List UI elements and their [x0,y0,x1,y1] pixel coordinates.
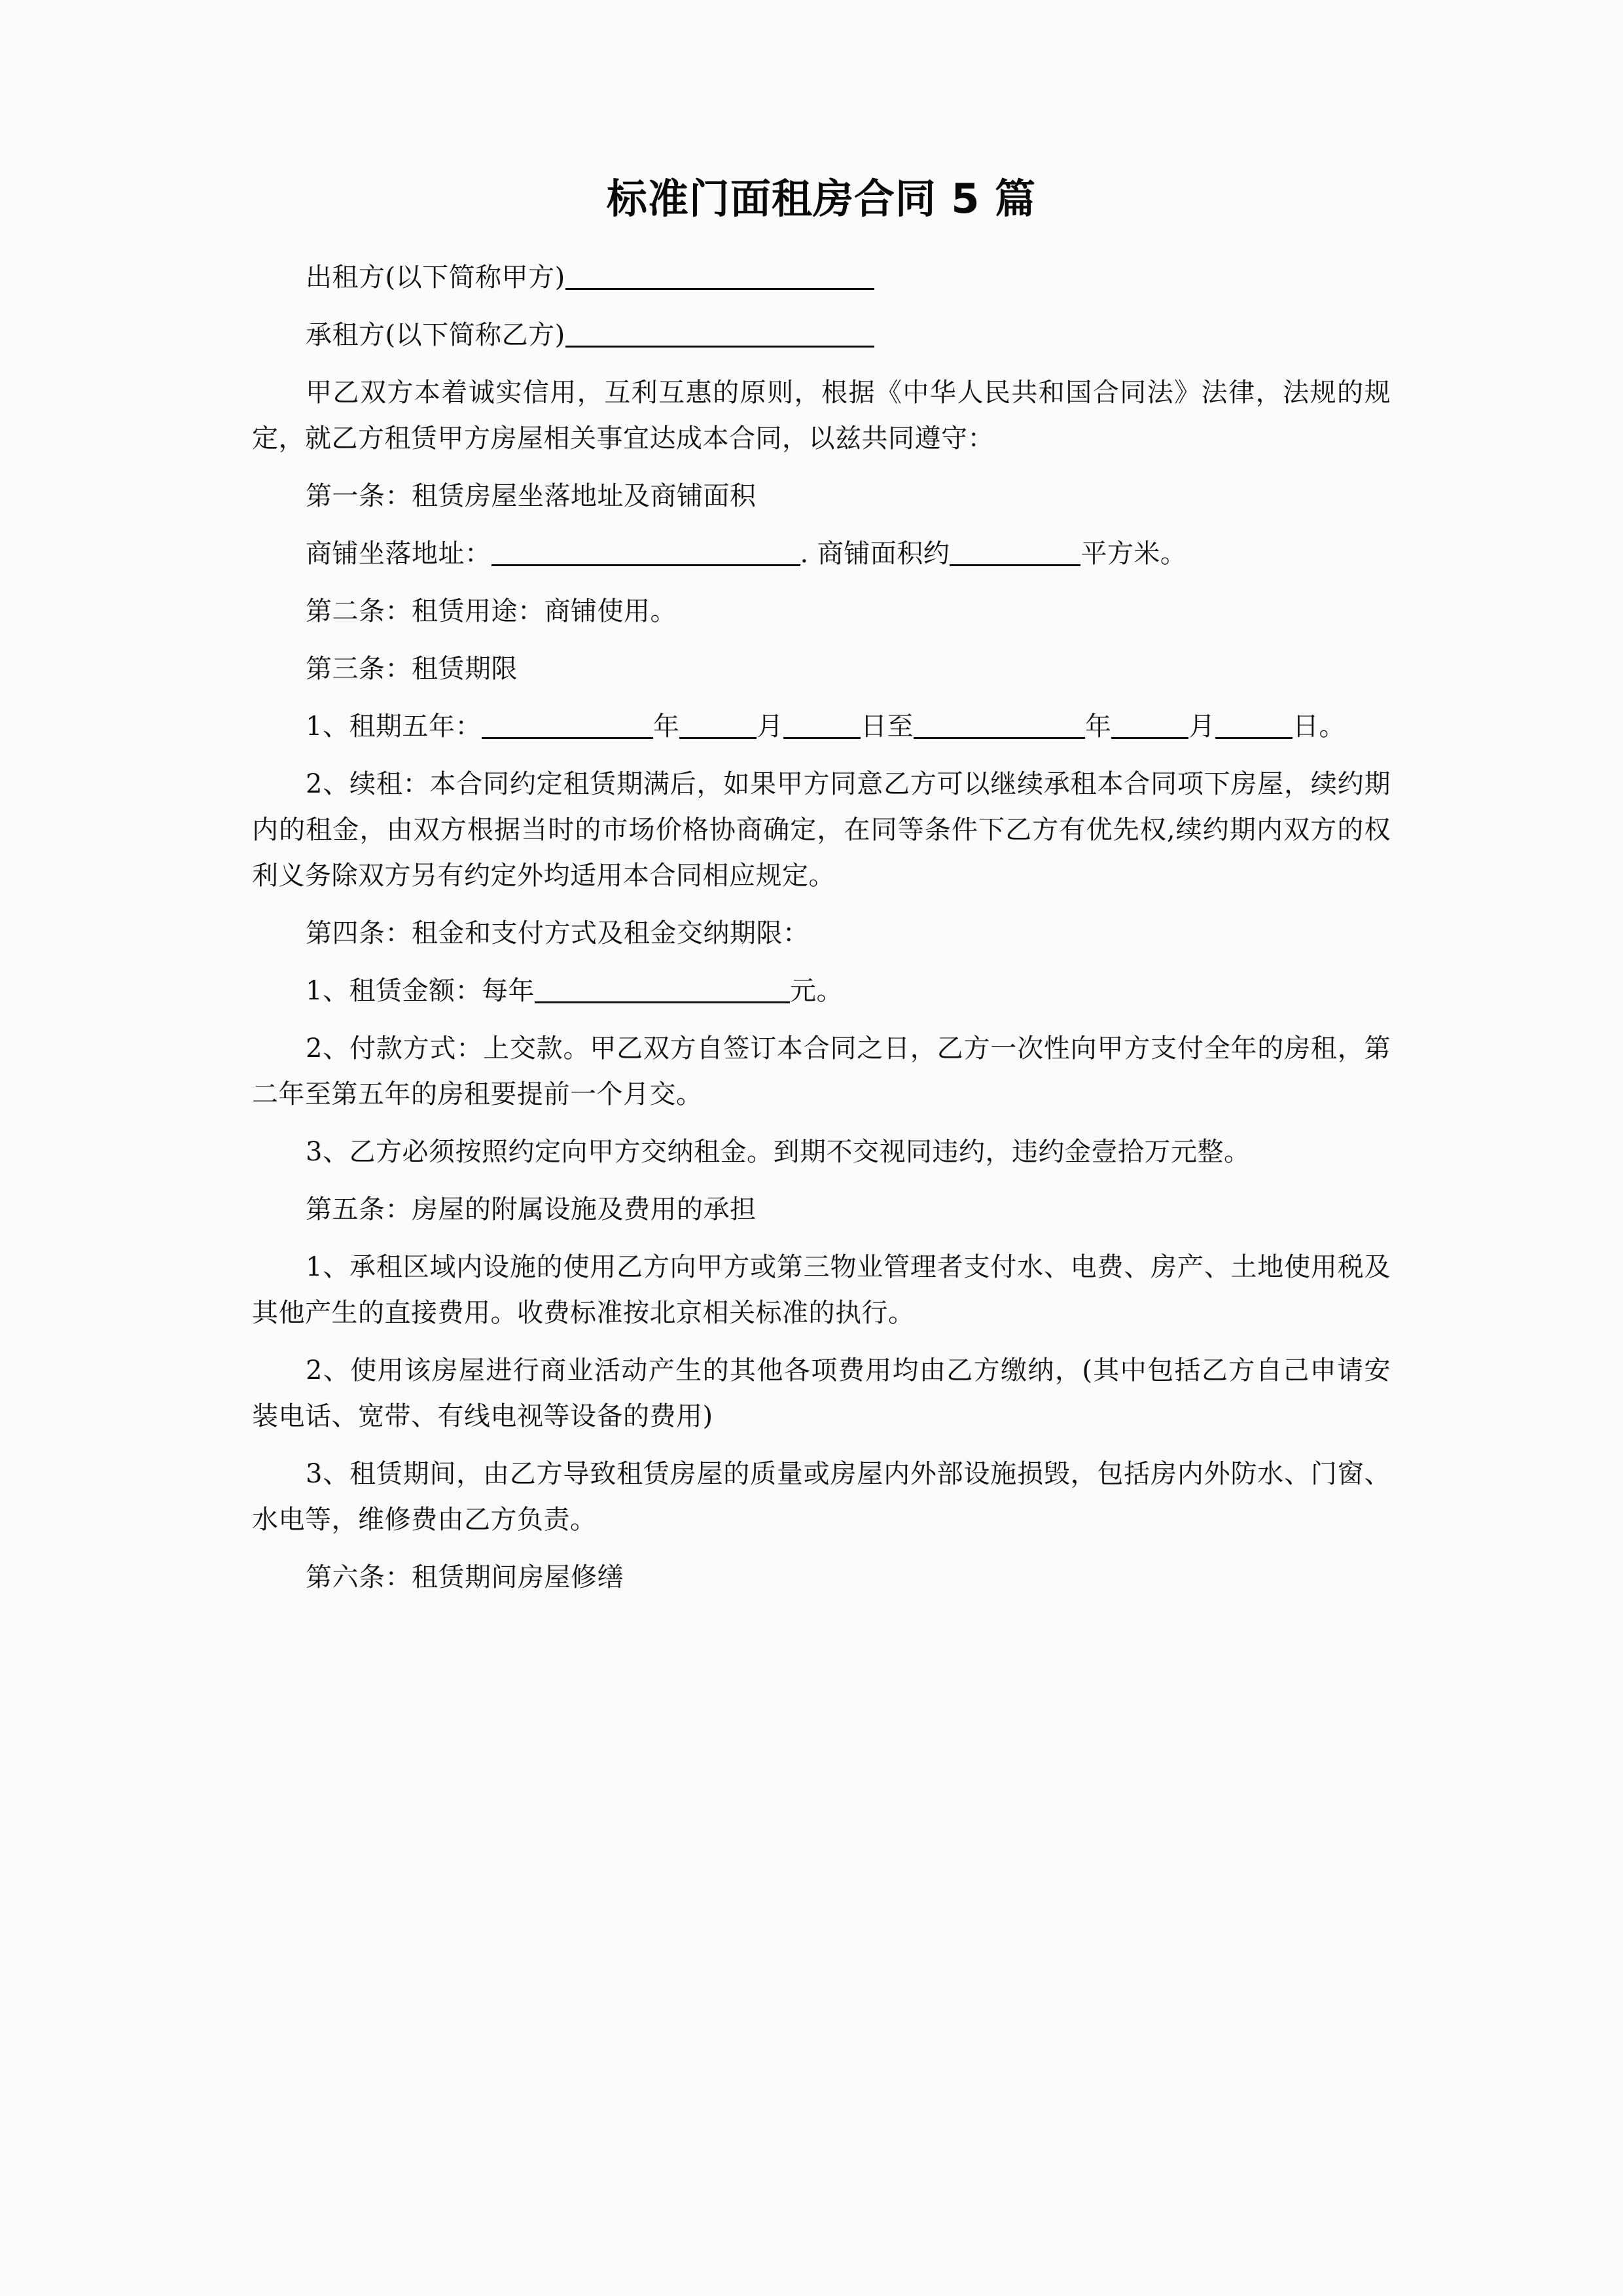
end-year-blank-field[interactable] [914,715,1085,739]
start-year-unit: 年 [652,711,680,742]
lessee-label: 承租方(以下简称乙方) [306,320,565,351]
page-title: 标准门面租房合同 5 篇 [606,175,1037,223]
lease-term-label: 1、租期五年： [306,711,482,742]
article-5-item-1: 1、承租区域内设施的使用乙方向甲方或第三物业管理者支付水、电费、房产、土地使用税及其他产生的直接费用。收费标准按北京相关标准的执行。 [252,1252,1391,1329]
document-content [252,0,1391,1612]
lessor-label: 出租方(以下简称甲方) [306,262,565,293]
rent-amount-unit: 元。 [789,976,843,1007]
article-4-item-3: 3、乙方必须按照约定向甲方交纳租金。到期不交视同违约，违约金壹拾万元整。 [306,1137,1251,1168]
end-month-unit: 月 [1188,711,1215,742]
start-year-blank-field[interactable] [482,715,653,739]
address-blank-field[interactable] [491,542,800,566]
area-blank-field[interactable] [950,542,1080,566]
area-label: . 商铺面积约 [800,539,950,569]
contract-body [252,255,1391,1600]
article-6-heading: 第六条：租赁期间房屋修缮 [306,1562,624,1593]
article-1-address-line [252,531,1391,577]
article-4-item-1 [252,968,1391,1014]
article-5-item-2: 2、使用该房屋进行商业活动产生的其他各项费用均由乙方缴纳，(其中包括乙方自己申请安装电话、宽带、有线电视等设备的费用) [252,1355,1391,1432]
lessee-blank-field[interactable] [565,323,874,348]
lessor-blank-field[interactable] [565,266,874,290]
article-4-item-2: 2、付款方式：上交款。甲乙双方自签订本合同之日，乙方一次性向甲方支付全年的房租，第二年至第五年的房租要提前一个月交。 [252,1033,1391,1110]
article-3-item-1 [252,704,1391,749]
end-day-blank-field[interactable] [1215,715,1293,739]
end-year-unit: 年 [1084,711,1112,742]
article-1-heading: 第一条：租赁房屋坐落地址及商铺面积 [306,481,757,512]
article-3-heading: 第三条：租赁期限 [306,654,518,685]
article-2-heading: 第二条：租赁用途：商铺使用。 [306,596,677,627]
end-day-unit: 日。 [1292,711,1346,742]
lessor-line [252,255,1391,300]
start-month-unit: 月 [757,711,783,742]
area-unit-label: 平方米。 [1080,539,1187,569]
start-day-blank-field[interactable] [783,715,861,739]
rent-amount-label: 1、租赁金额：每年 [306,976,535,1007]
lessee-line [252,312,1391,358]
article-5-heading: 第五条：房屋的附属设施及费用的承担 [306,1194,757,1225]
start-day-unit: 日至 [860,711,914,742]
preamble-paragraph: 甲乙双方本着诚实信用，互利互惠的原则，根据《中华人民共和国合同法》法律，法规的规定，就乙方租赁甲方房屋相关事宜达成本合同，以兹共同遵守： [252,378,1391,454]
article-5-item-3: 3、租赁期间，由乙方导致租赁房屋的质量或房屋内外部设施损毁，包括房内外防水、门窗、水电等，维修费由乙方负责。 [252,1459,1391,1535]
article-3-item-2: 2、续租：本合同约定租赁期满后，如果甲方同意乙方可以继续承租本合同项下房屋，续约期内的租金，由双方根据当时的市场价格协商确定，在同等条件下乙方有优先权,续约期内双方的权利义务除双方另有约定外均适用本合同相应规定。 [252,769,1391,891]
rent-amount-blank-field[interactable] [535,979,790,1003]
address-label: 商铺坐落地址： [306,539,491,569]
end-month-blank-field[interactable] [1111,715,1188,739]
start-month-blank-field[interactable] [679,715,757,739]
article-4-heading: 第四条：租金和支付方式及租金交纳期限： [306,918,810,949]
